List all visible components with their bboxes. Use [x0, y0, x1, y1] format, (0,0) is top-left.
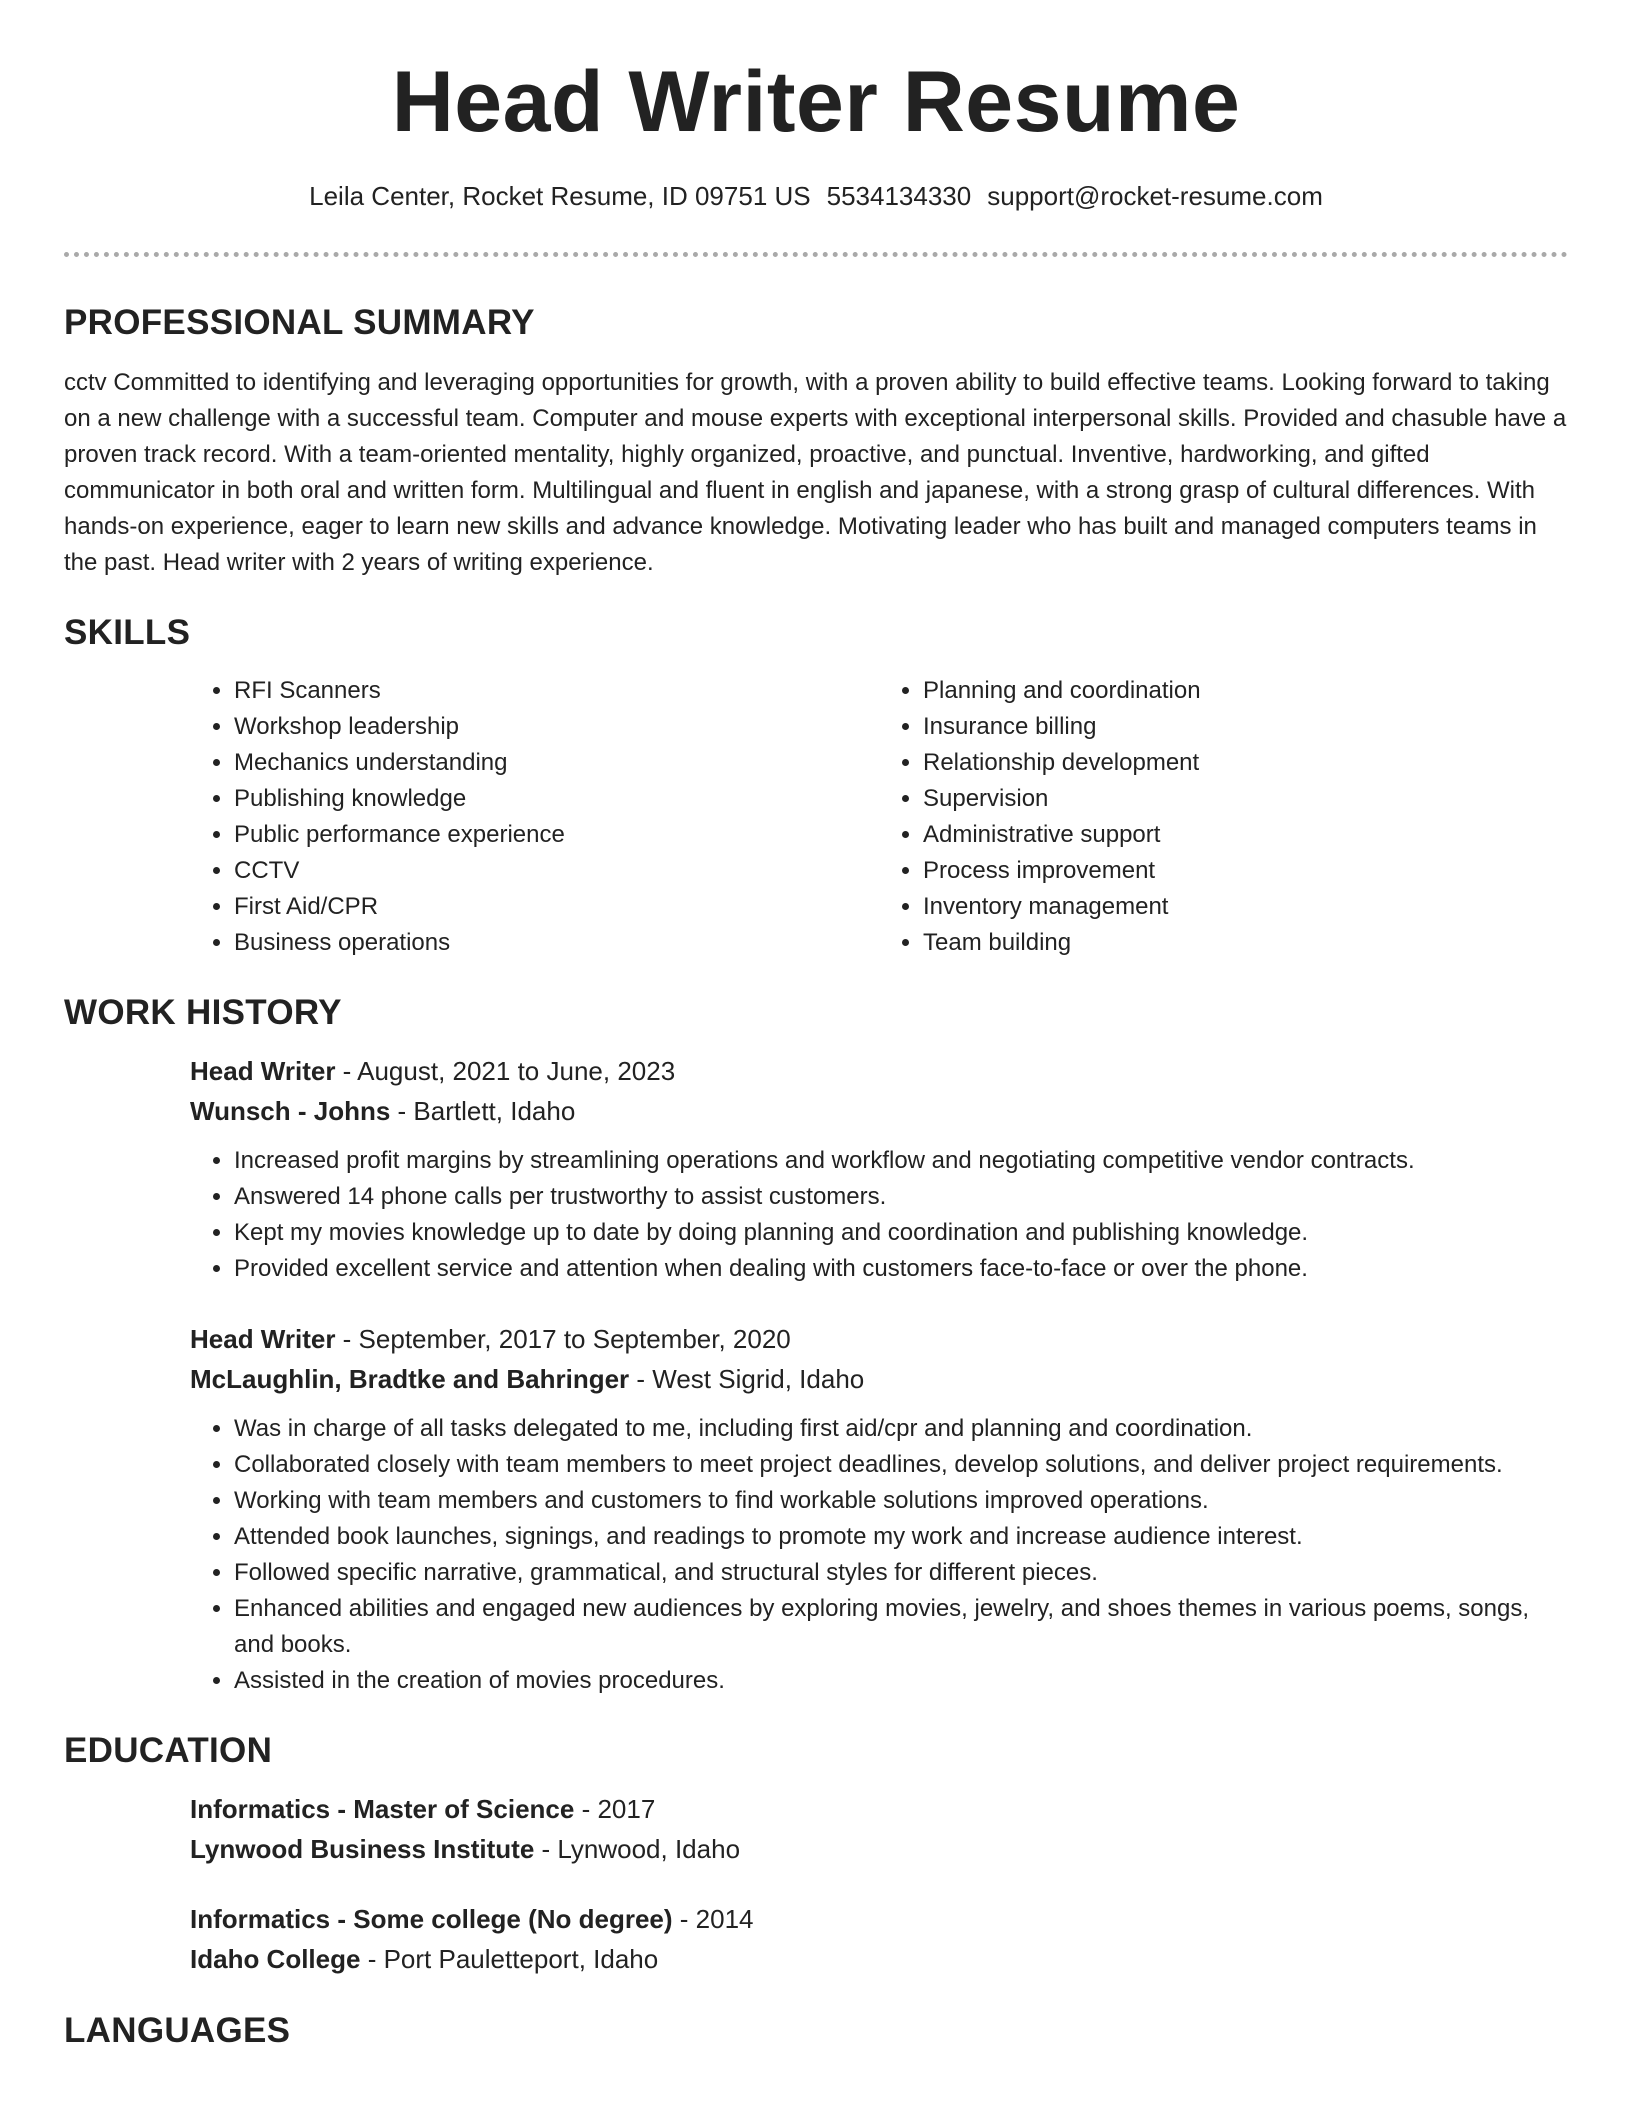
job-title-line [190, 1319, 1568, 1359]
job-bullets [190, 1411, 1568, 1699]
job-dates: - September, 2017 to September, 2020 [335, 1324, 791, 1354]
skill-item: • Relationship development [923, 745, 1568, 781]
languages-heading: LANGUAGES [64, 2011, 291, 2050]
education-entry [190, 1899, 1568, 1979]
education-year: - 2014 [672, 1904, 754, 1934]
skill-item: • Team building [923, 925, 1568, 961]
education-degree: Informatics - Master of Science [190, 1794, 575, 1824]
job-entry [190, 1319, 1568, 1699]
education-location: - Lynwood, Idaho [534, 1834, 741, 1864]
education-degree-line [190, 1899, 1568, 1939]
skill-item: • First Aid/CPR [234, 889, 879, 925]
skill-item: • Publishing knowledge [234, 781, 879, 817]
contact-line [64, 178, 1568, 214]
resume-page [64, 0, 1568, 2053]
job-bullet: • Followed specific narrative, grammatical, and structural styles for different pieces. [234, 1555, 1568, 1591]
work-heading: WORK HISTORY [64, 993, 342, 1032]
job-company-line [190, 1091, 1568, 1131]
resume-title: Head Writer Resume [391, 54, 1241, 150]
education-degree-line [190, 1789, 1568, 1829]
skill-item: • Business operations [234, 925, 879, 961]
job-location: - West Sigrid, Idaho [629, 1364, 865, 1394]
skills-list [190, 673, 1568, 961]
job-dates: - August, 2021 to June, 2023 [335, 1056, 676, 1086]
job-company: McLaughlin, Bradtke and Bahringer [190, 1364, 630, 1394]
education-year: - 2017 [574, 1794, 656, 1824]
education-school-line [190, 1829, 1568, 1869]
job-title: Head Writer [190, 1324, 336, 1354]
job-bullet: • Answered 14 phone calls per trustworthy to assist customers. [234, 1179, 1568, 1215]
skill-item: • Supervision [923, 781, 1568, 817]
job-entry [190, 1051, 1568, 1287]
skill-item: • CCTV [234, 853, 879, 889]
education-entry [190, 1789, 1568, 1869]
job-bullet: • Provided excellent service and attention when dealing with customers face-to-face or over the phone. [234, 1251, 1568, 1287]
job-title-line [190, 1051, 1568, 1091]
skill-item: • Planning and coordination [923, 673, 1568, 709]
skill-item: • Inventory management [923, 889, 1568, 925]
job-bullet: • Was in charge of all tasks delegated to me, including first aid/cpr and planning and coordination. [234, 1411, 1568, 1447]
skill-item: • Mechanics understanding [234, 745, 879, 781]
summary-heading: PROFESSIONAL SUMMARY [64, 303, 535, 342]
header-divider [64, 252, 1568, 257]
education-school-line [190, 1939, 1568, 1979]
education-degree: Informatics - Some college (No degree) [190, 1904, 673, 1934]
contact-phone: 5534134330 [826, 181, 972, 211]
skills-heading: SKILLS [64, 613, 191, 652]
summary-text: cctv Committed to identifying and leveraging opportunities for growth, with a proven ability to build effective teams. Looking forward to taking on a new challenge with a successful team. Computer and mouse experts with exceptional interpersonal skills. Provided and chasuble have a proven track record. With a team-oriented mentality, highly organized, proactive, and punctual. Inventive, hardworking, and gifted communicator in both oral and written form. Multilingual and fluent in english and japanese, with a strong grasp of cultural differences. With hands-on experience, eager to learn new skills and advance knowledge. Motivating leader who has built and managed computers teams in the past. Head writer with 2 years of writing experience. [64, 369, 1567, 576]
job-bullet: • Enhanced abilities and engaged new audiences by exploring movies, jewelry, and shoes themes in various poems, songs, and books. [234, 1591, 1568, 1663]
job-company: Wunsch - Johns [190, 1096, 391, 1126]
skill-item: • Insurance billing [923, 709, 1568, 745]
job-bullets [190, 1143, 1568, 1287]
job-title: Head Writer [190, 1056, 336, 1086]
skill-item: • Workshop leadership [234, 709, 879, 745]
skill-item: • Process improvement [923, 853, 1568, 889]
skills-column-left [190, 673, 879, 961]
job-bullet: • Kept my movies knowledge up to date by doing planning and coordination and publishing knowledge. [234, 1215, 1568, 1251]
job-bullet: • Assisted in the creation of movies procedures. [234, 1663, 1568, 1699]
education-school: Idaho College [190, 1944, 361, 1974]
contact-address: Leila Center, Rocket Resume, ID 09751 US [309, 181, 811, 211]
education-school: Lynwood Business Institute [190, 1834, 535, 1864]
skill-item: • Public performance experience [234, 817, 879, 853]
skill-item: • Administrative support [923, 817, 1568, 853]
job-bullet: • Increased profit margins by streamlining operations and workflow and negotiating competitive vendor contracts. [234, 1143, 1568, 1179]
skill-item: • RFI Scanners [234, 673, 879, 709]
job-bullet: • Attended book launches, signings, and readings to promote my work and increase audience interest. [234, 1519, 1568, 1555]
job-company-line [190, 1359, 1568, 1399]
job-bullet: • Working with team members and customers to find workable solutions improved operations. [234, 1483, 1568, 1519]
job-location: - Bartlett, Idaho [390, 1096, 576, 1126]
job-bullet: • Collaborated closely with team members to meet project deadlines, develop solutions, and deliver project requirements. [234, 1447, 1568, 1483]
contact-email: support@rocket-resume.com [987, 181, 1323, 211]
education-heading: EDUCATION [64, 1731, 273, 1770]
education-location: - Port Pauletteport, Idaho [360, 1944, 659, 1974]
skills-column-right [879, 673, 1568, 961]
